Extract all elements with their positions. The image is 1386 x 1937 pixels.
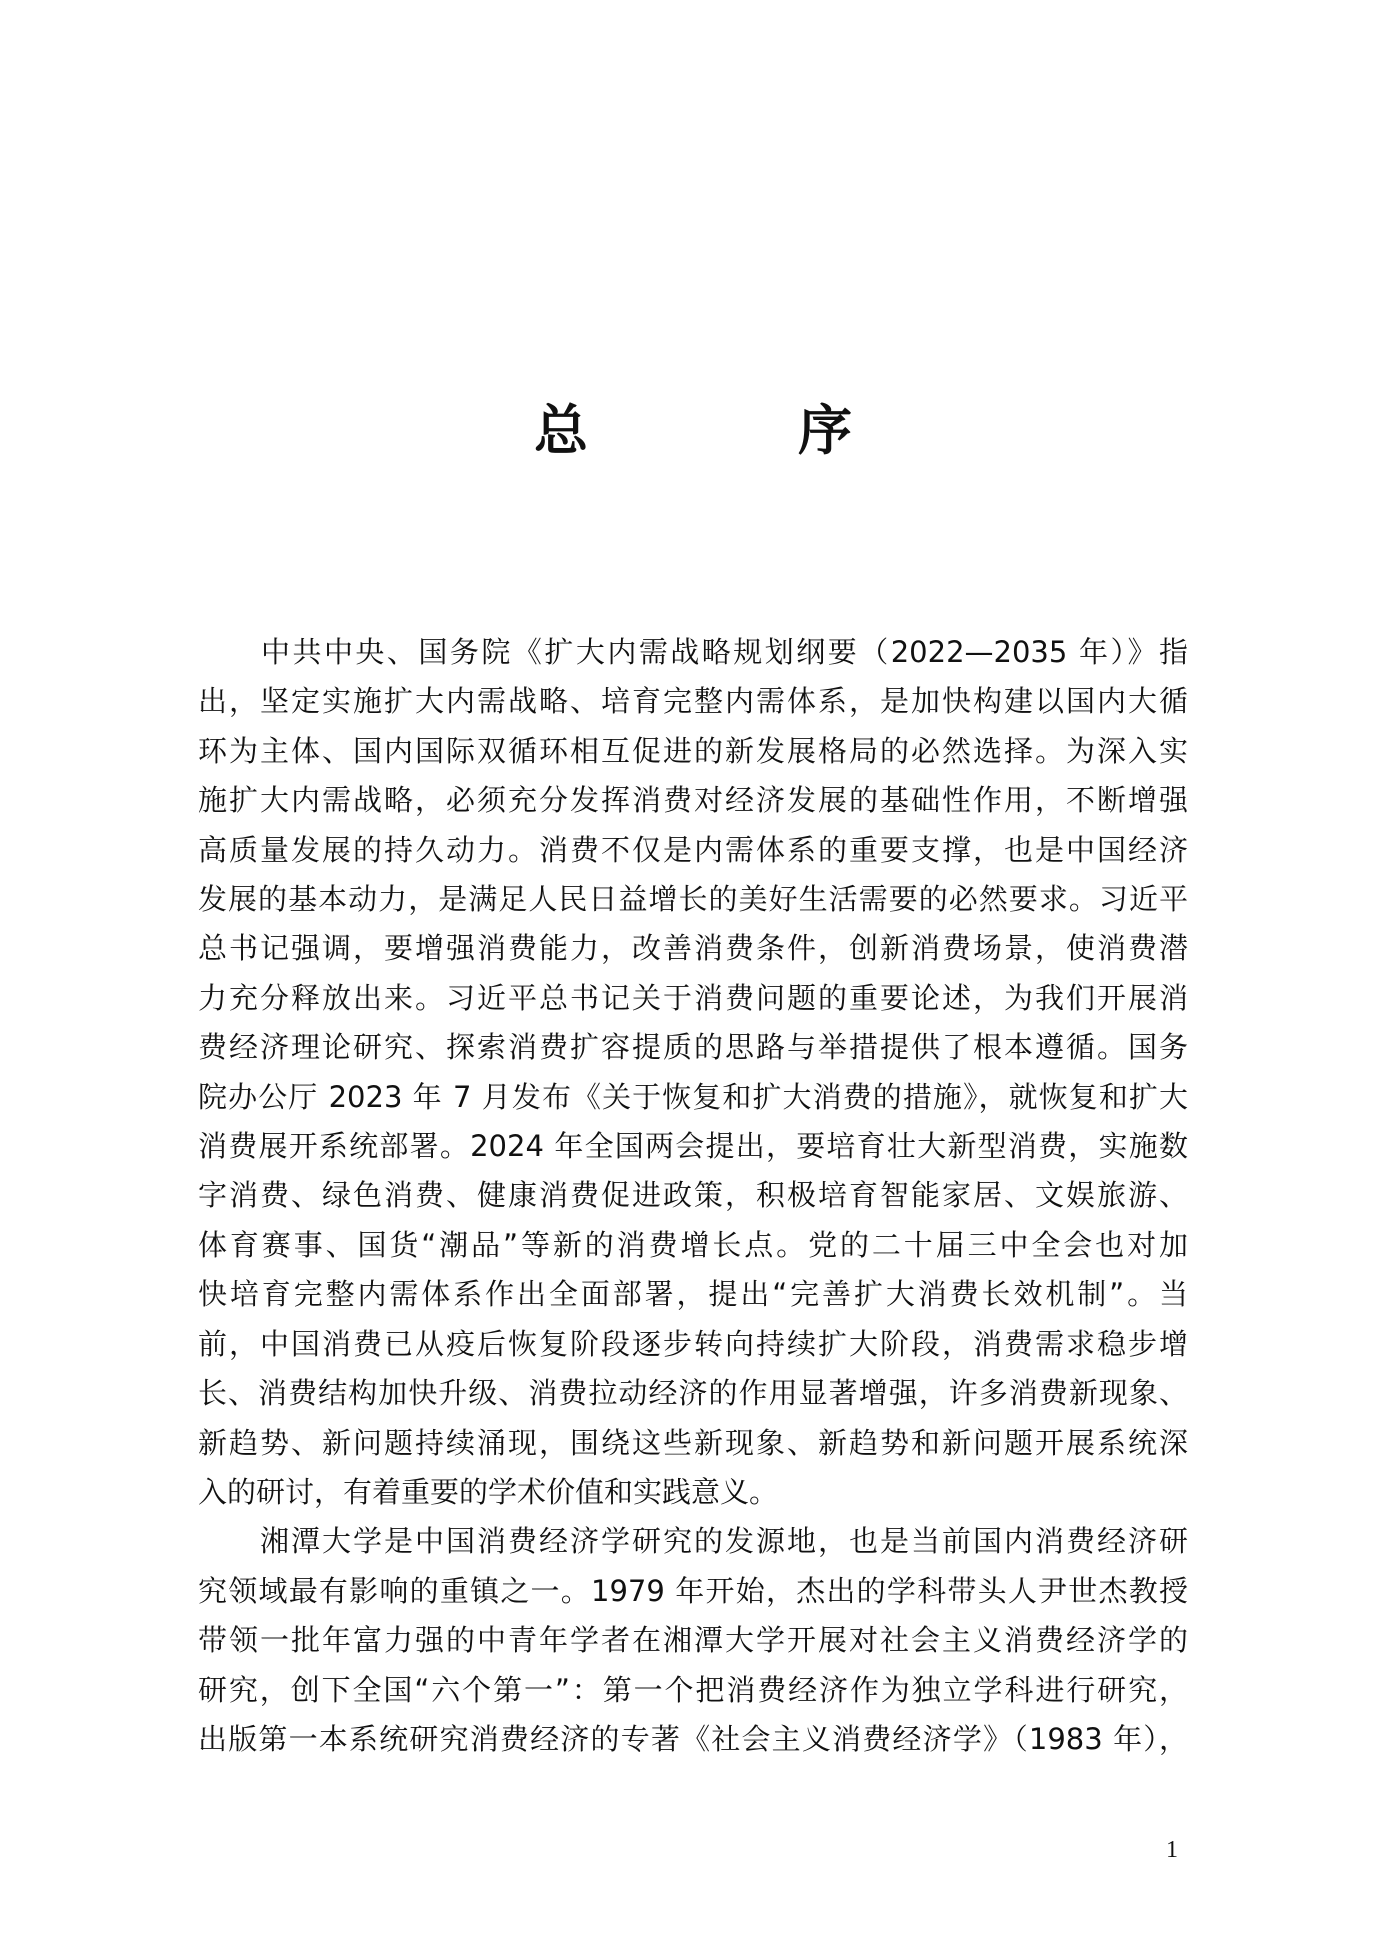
paragraph-2	[198, 1517, 1188, 1764]
page-number: 1	[1166, 1837, 1178, 1863]
text-line: 院办公厅 2023 年 7 月发布《关于恢复和扩大消费的措施》，就恢复和扩大	[198, 1079, 1188, 1114]
text-line: 环为主体、国内国际双循环相互促进的新发展格局的必然选择。为深入实	[198, 733, 1188, 768]
text-line: 高质量发展的持久动力。消费不仅是内需体系的重要支撑，也是中国经济	[198, 832, 1188, 867]
text-line: 消费展开系统部署。2024 年全国两会提出，要培育壮大新型消费，实施数	[198, 1129, 1188, 1164]
body-text	[198, 628, 1188, 1764]
text-line: 中共中央、国务院《扩大内需战略规划纲要（2022—2035 年）》指	[198, 635, 1188, 669]
text-line: 出，坚定实施扩大内需战略、培育完整内需体系，是加快构建以国内大循	[198, 684, 1188, 719]
text-line: 总书记强调，要增强消费能力，改善消费条件，创新消费场景，使消费潜	[198, 931, 1188, 966]
text-line: 发展的基本动力，是满足人民日益增长的美好生活需要的必然要求。习近平	[198, 882, 1188, 917]
text-line: 究领域最有影响的重镇之一。1979 年开始，杰出的学科带头人尹世杰教授	[198, 1573, 1188, 1608]
text-line: 研究，创下全国“六个第一”：第一个把消费经济作为独立学科进行研究，	[198, 1672, 1188, 1707]
text-line: 新趋势、新问题持续涌现，围绕这些新现象、新趋势和新问题开展系统深	[198, 1425, 1188, 1460]
page-title: 总 序	[534, 398, 930, 462]
text-line: 体育赛事、国货“潮品”等新的消费增长点。党的二十届三中全会也对加	[198, 1227, 1188, 1262]
text-line: 长、消费结构加快升级、消费拉动经济的作用显著增强，许多消费新现象、	[198, 1376, 1188, 1411]
text-line: 前，中国消费已从疫后恢复阶段逐步转向持续扩大阶段，消费需求稳步增	[198, 1326, 1188, 1361]
text-line: 力充分释放出来。习近平总书记关于消费问题的重要论述，为我们开展消	[198, 980, 1188, 1015]
text-line: 费经济理论研究、探索消费扩容提质的思路与举措提供了根本遵循。国务	[198, 1030, 1188, 1065]
text-line: 出版第一本系统研究消费经济的专著《社会主义消费经济学》（1983 年），	[198, 1721, 1188, 1756]
text-line: 施扩大内需战略，必须充分发挥消费对经济发展的基础性作用，不断增强	[198, 783, 1188, 818]
text-line: 快培育完整内需体系作出全面部署，提出“完善扩大消费长效机制”。当	[198, 1277, 1188, 1312]
paragraph-1	[198, 628, 1188, 1517]
text-line: 带领一批年富力强的中青年学者在湘潭大学开展对社会主义消费经济学的	[198, 1623, 1188, 1658]
text-line: 入的研讨，有着重要的学术价值和实践意义。	[198, 1474, 779, 1509]
text-line: 湘潭大学是中国消费经济学研究的发源地，也是当前国内消费经济研	[198, 1524, 1188, 1559]
text-line: 字消费、绿色消费、健康消费促进政策，积极培育智能家居、文娱旅游、	[198, 1178, 1188, 1213]
